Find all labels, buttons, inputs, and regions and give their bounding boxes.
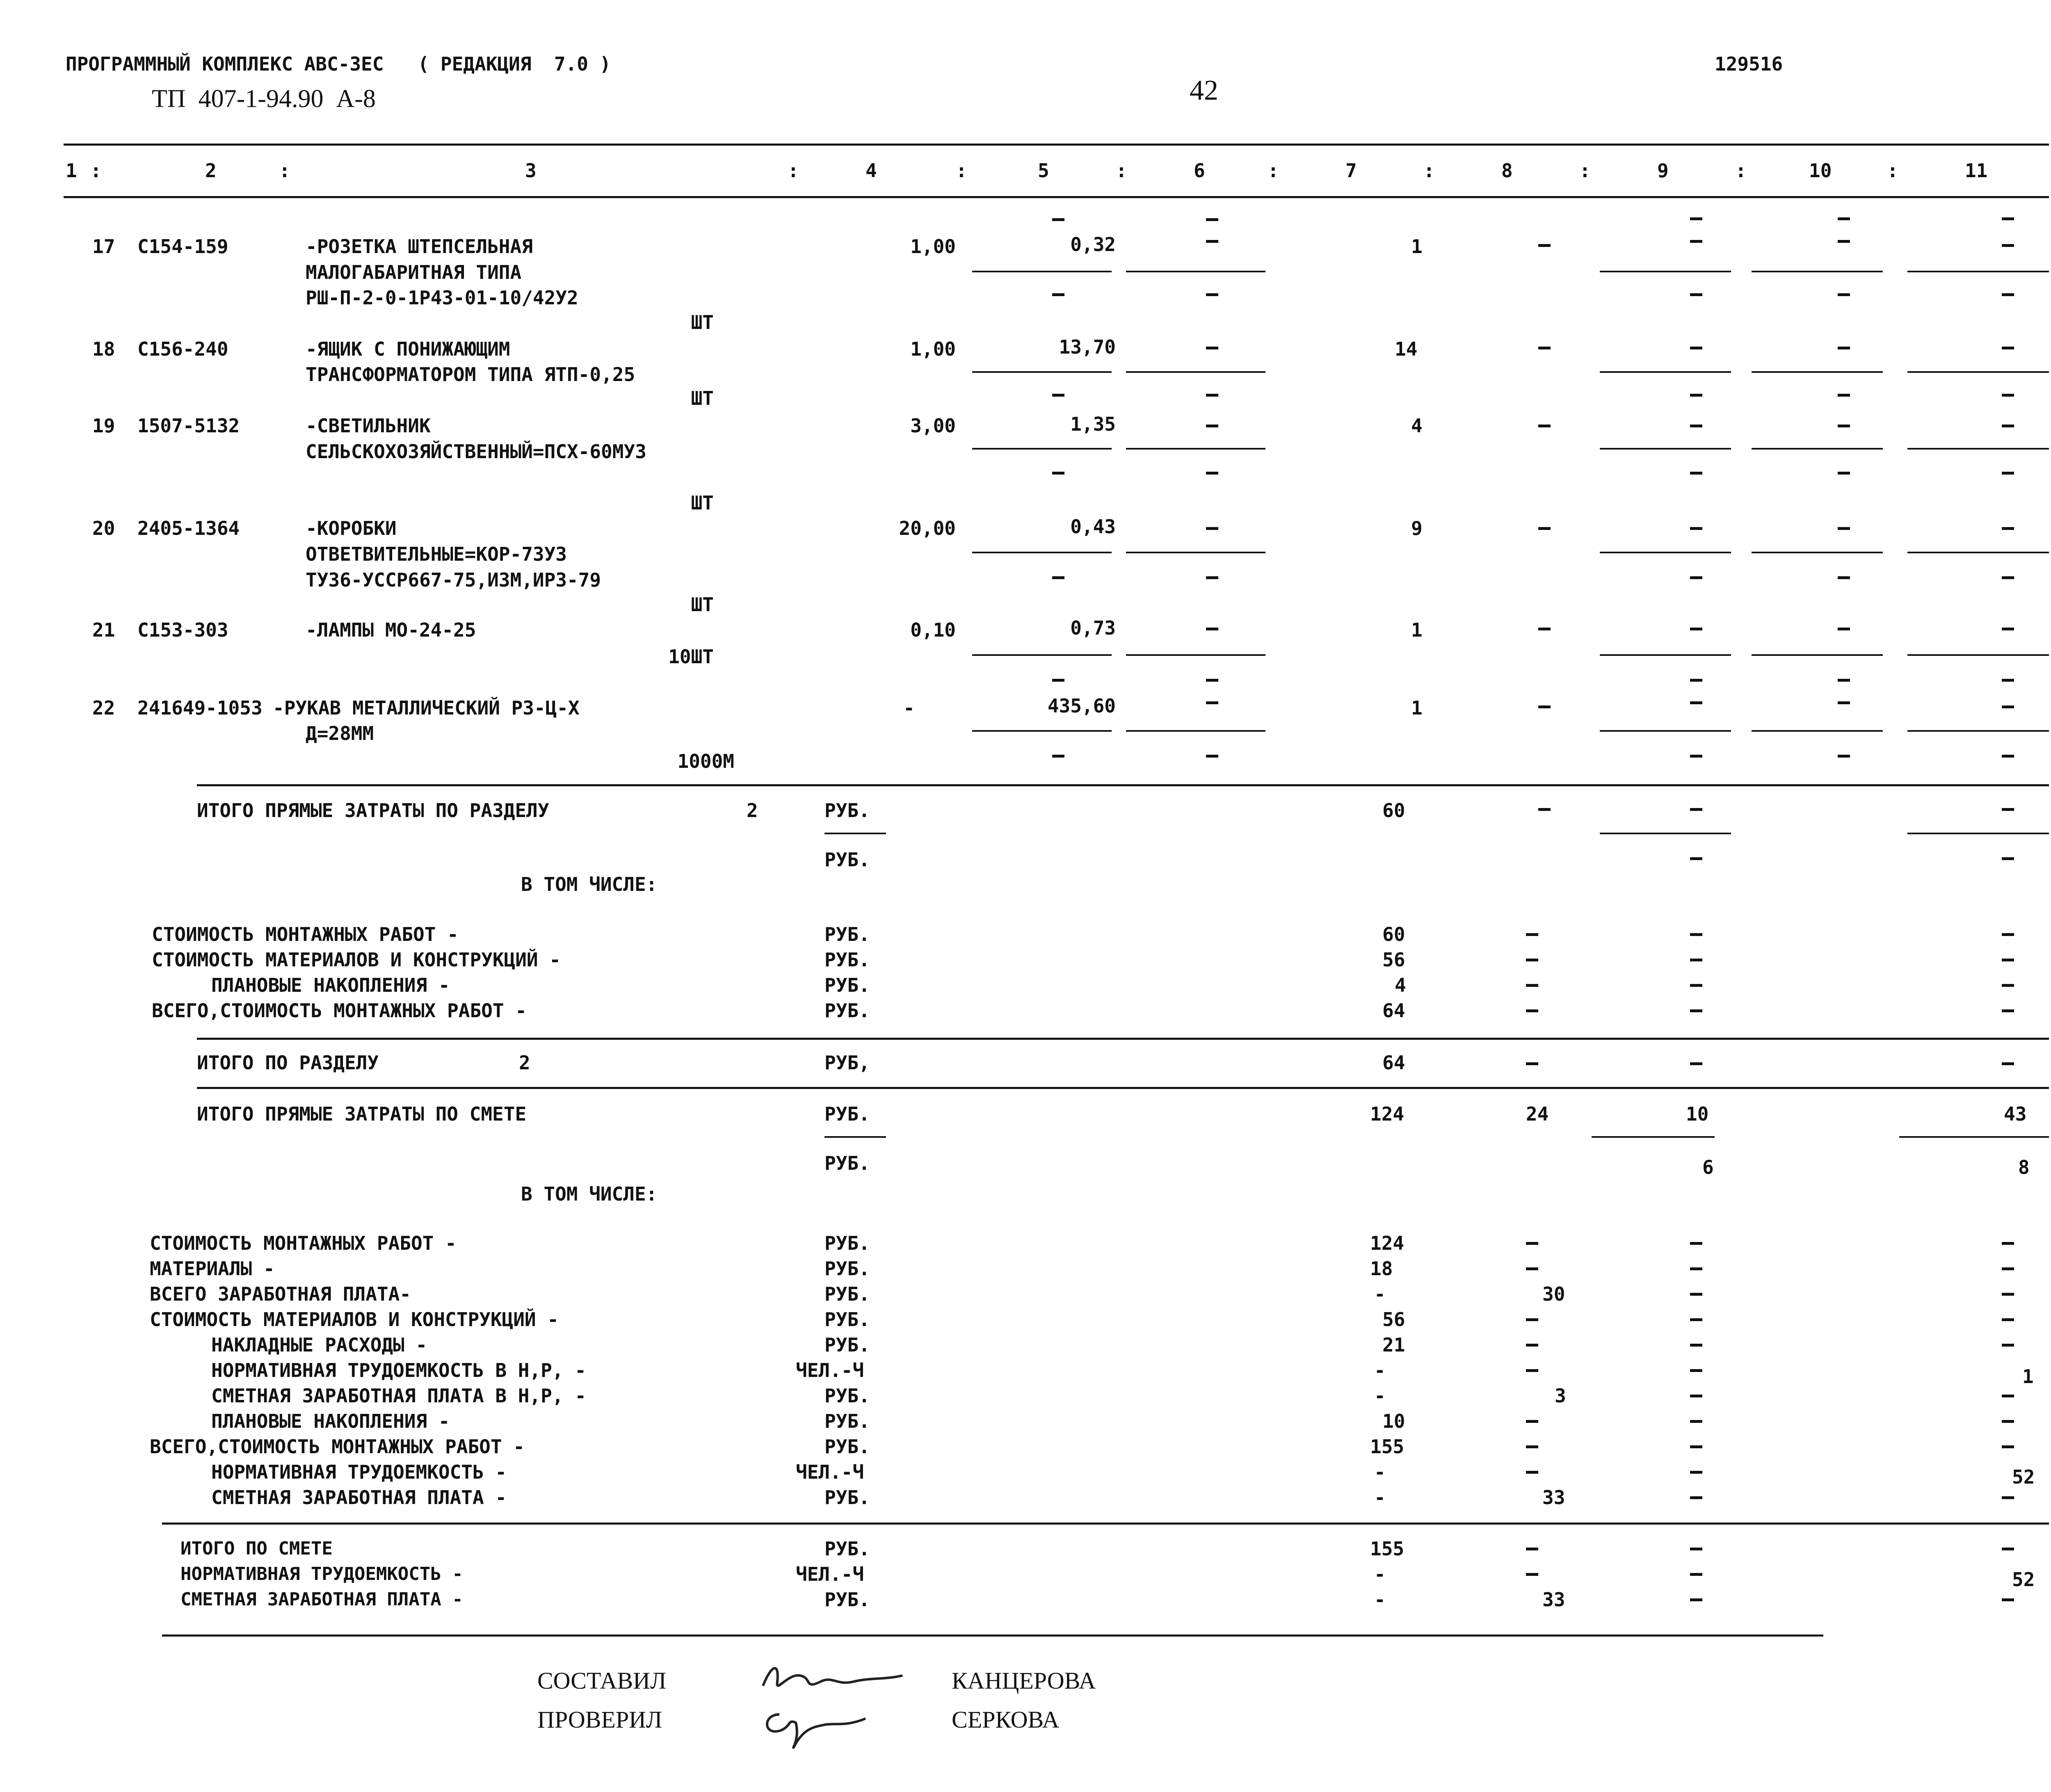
breakdown-unit: РУБ. <box>825 1232 870 1254</box>
row-number: 20 <box>92 517 115 539</box>
section-direct-unit: РУБ. <box>825 799 870 822</box>
breakdown-unit: РУБ. <box>825 1410 870 1432</box>
row-code: С156-240 <box>137 338 228 360</box>
estimate-direct-c11: 43 <box>2004 1103 2027 1125</box>
breakdown-c7: - <box>1374 1283 1386 1305</box>
breakdown-unit: РУБ. <box>825 1283 870 1305</box>
breakdown-unit: РУБ. <box>825 1334 870 1356</box>
breakdown-unit: РУБ. <box>825 1385 870 1407</box>
row-unit: ШТ <box>691 311 714 333</box>
estimate-direct-c8: 24 <box>1526 1103 1549 1125</box>
row-desc: -РУКАВ МЕТАЛЛИЧЕСКИЙ РЗ-Ц-Х <box>273 697 580 719</box>
breakdown-c7: 155 <box>1370 1436 1405 1458</box>
section-total-label: ИТОГО ПО РАЗДЕЛУ <box>197 1052 379 1074</box>
estimate-rule <box>197 1087 2049 1089</box>
row-code: С153-303 <box>137 619 228 641</box>
col-head: 6 <box>1194 160 1205 182</box>
row-qty: 3,00 <box>910 415 956 437</box>
section-including: В ТОМ ЧИСЛЕ: <box>521 873 658 895</box>
breakdown-c7: 124 <box>1370 1232 1405 1254</box>
breakdown-label: СМЕТНАЯ ЗАРАБОТНАЯ ПЛАТА В Н,Р, - <box>211 1385 586 1407</box>
row-total: 1 <box>1411 619 1423 641</box>
row-code: 1507-5132 <box>137 415 240 437</box>
row-price: 0,43 <box>1070 516 1116 538</box>
section-direct-value: 60 <box>1382 799 1405 822</box>
col-head: 8 <box>1501 160 1513 182</box>
breakdown-c7: 10 <box>1382 1410 1405 1432</box>
doc-number: 129516 <box>1715 53 1783 75</box>
breakdown-c7: - <box>1374 1486 1386 1509</box>
col-head: 1 <box>66 160 77 182</box>
row-unit: ШТ <box>691 387 714 409</box>
breakdown-label: СТОИМОСТЬ МАТЕРИАЛОВ И КОНСТРУКЦИЙ - <box>152 949 561 971</box>
estimate-direct-label: ИТОГО ПРЯМЫЕ ЗАТРАТЫ ПО СМЕТЕ <box>197 1103 527 1125</box>
col-head: 10 <box>1809 160 1832 182</box>
col-head: 3 <box>525 160 537 182</box>
estimate-including: В ТОМ ЧИСЛЕ: <box>521 1183 658 1205</box>
col-head: 4 <box>866 160 877 182</box>
final-unit: РУБ. <box>825 1589 870 1611</box>
row-price: 0,32 <box>1070 233 1116 256</box>
breakdown-label: ВСЕГО ЗАРАБОТНАЯ ПЛАТА- <box>150 1283 411 1305</box>
row-qty: 1,00 <box>910 235 956 258</box>
row-desc: -ЯЩИК С ПОНИЖАЮЩИМ <box>306 338 510 360</box>
breakdown-label: СТОИМОСТЬ МАТЕРИАЛОВ И КОНСТРУКЦИЙ - <box>150 1308 559 1331</box>
breakdown-label: НОРМАТИВНАЯ ТРУДОЕМКОСТЬ В Н,Р, - <box>211 1359 586 1381</box>
row-desc: -РОЗЕТКА ШТЕПСЕЛЬНАЯ <box>306 235 533 258</box>
final-label: ИТОГО ПО СМЕТЕ <box>180 1538 333 1559</box>
row-desc: -СВЕТИЛЬНИК <box>306 415 431 437</box>
row-qty: 0,10 <box>910 619 956 641</box>
row-desc: ОТВЕТВИТЕЛЬНЫЕ=КОР-73У3 <box>306 543 567 565</box>
section-number: 2 <box>747 799 758 822</box>
estimate-sub-unit: РУБ. <box>825 1152 870 1174</box>
program-title: ПРОГРАММНЫЙ КОМПЛЕКС АВС-3ЕС ( РЕДАКЦИЯ 7.0 ) <box>66 53 611 75</box>
row-qty: - <box>903 697 915 719</box>
row-desc: Д=28ММ <box>306 722 374 744</box>
section-total-rule <box>197 1038 2049 1040</box>
page-number: 42 <box>1190 75 1218 106</box>
breakdown-label: ПЛАНОВЫЕ НАКОПЛЕНИЯ - <box>211 1410 450 1432</box>
row-code: 2405-1364 <box>137 517 240 539</box>
row-desc: ТРАНСФОРМАТОРОМ ТИПА ЯТП-0,25 <box>306 363 635 386</box>
bottom-rule <box>162 1634 1823 1637</box>
row-number: 21 <box>92 619 115 641</box>
section-rule <box>197 784 2049 786</box>
final-rule <box>162 1523 2049 1525</box>
row-unit: 10ШТ <box>668 646 714 668</box>
breakdown-c8: 33 <box>1542 1486 1565 1509</box>
row-desc: СЕЛЬСКОХОЗЯЙСТВЕННЫЙ=ПСХ-60МУ3 <box>306 441 646 463</box>
col-head: 5 <box>1038 160 1049 182</box>
breakdown-unit: РУБ. <box>825 923 870 945</box>
breakdown-unit: ЧЕЛ.-Ч <box>796 1359 864 1381</box>
signature-kantserova <box>755 1657 911 1702</box>
col-head: 9 <box>1657 160 1669 182</box>
breakdown-unit: ЧЕЛ.-Ч <box>796 1461 864 1483</box>
breakdown-unit: РУБ. <box>825 1486 870 1509</box>
breakdown-value: 56 <box>1382 949 1405 971</box>
signature-serkova <box>755 1702 894 1751</box>
row-code: 241649-1053 <box>137 697 263 719</box>
final-c7: - <box>1374 1589 1386 1611</box>
row-code: С154-159 <box>137 235 228 258</box>
header-rule-bottom <box>64 196 2049 198</box>
breakdown-unit: РУБ. <box>825 1000 870 1022</box>
breakdown-c7: - <box>1374 1461 1386 1483</box>
breakdown-label: СМЕТНАЯ ЗАРАБОТНАЯ ПЛАТА - <box>211 1486 507 1509</box>
section-total-number: 2 <box>519 1052 530 1074</box>
final-c7: - <box>1374 1563 1386 1585</box>
breakdown-c7: - <box>1374 1359 1386 1381</box>
row-total: 14 <box>1395 338 1418 360</box>
breakdown-label: ВСЕГО,СТОИМОСТЬ МОНТАЖНЫХ РАБОТ - <box>150 1436 525 1458</box>
row-desc: РШ-П-2-0-1Р43-01-10/42У2 <box>306 287 578 309</box>
final-unit: ЧЕЛ.-Ч <box>796 1563 864 1585</box>
row-price: 0,73 <box>1070 617 1116 639</box>
row-number: 18 <box>92 338 115 360</box>
project-code: ТП 407-1-94.90 А-8 <box>152 85 376 113</box>
row-unit: ШТ <box>691 594 714 616</box>
row-unit: ШТ <box>691 492 714 514</box>
breakdown-value: 64 <box>1382 1000 1405 1022</box>
section-direct-label: ИТОГО ПРЯМЫЕ ЗАТРАТЫ ПО РАЗДЕЛУ <box>197 799 549 822</box>
breakdown-label: НАКЛАДНЫЕ РАСХОДЫ - <box>211 1334 427 1356</box>
breakdown-unit: РУБ. <box>825 1258 870 1280</box>
row-number: 17 <box>92 235 115 258</box>
estimate-sub-c11: 8 <box>2018 1156 2030 1178</box>
row-total: 1 <box>1411 697 1423 719</box>
estimate-direct-c7: 124 <box>1370 1103 1405 1125</box>
col-head: 7 <box>1345 160 1357 182</box>
row-unit: 1000М <box>677 750 734 772</box>
breakdown-c7: 21 <box>1382 1334 1405 1356</box>
row-total: 4 <box>1411 415 1423 437</box>
breakdown-label: СТОИМОСТЬ МОНТАЖНЫХ РАБОТ - <box>152 923 459 945</box>
col-head: 2 <box>205 160 217 182</box>
breakdown-label: СТОИМОСТЬ МОНТАЖНЫХ РАБОТ - <box>150 1232 457 1254</box>
checked-name: СЕРКОВА <box>952 1706 1060 1733</box>
breakdown-unit: РУБ. <box>825 974 870 996</box>
checked-label: ПРОВЕРИЛ <box>537 1706 662 1733</box>
breakdown-label: ВСЕГО,СТОИМОСТЬ МОНТАЖНЫХ РАБОТ - <box>152 1000 527 1022</box>
composed-name: КАНЦЕРОВА <box>952 1667 1096 1694</box>
final-c11: 52 <box>2012 1568 2035 1591</box>
row-qty: 20,00 <box>899 517 956 539</box>
breakdown-c11: 1 <box>2022 1365 2034 1388</box>
breakdown-unit: РУБ. <box>825 949 870 971</box>
section-sub-unit: РУБ. <box>825 849 870 871</box>
col-head: 11 <box>1965 160 1988 182</box>
breakdown-unit: РУБ. <box>825 1308 870 1331</box>
breakdown-unit: РУБ. <box>825 1436 870 1458</box>
section-total-unit: РУБ, <box>825 1052 870 1074</box>
breakdown-value: 4 <box>1395 974 1406 996</box>
row-total: 9 <box>1411 517 1423 539</box>
breakdown-label: ПЛАНОВЫЕ НАКОПЛЕНИЯ - <box>211 974 450 996</box>
breakdown-label: МАТЕРИАЛЫ - <box>150 1258 275 1280</box>
estimate-direct-unit: РУБ. <box>825 1103 870 1125</box>
row-price: 13,70 <box>1059 336 1116 358</box>
row-price: 1,35 <box>1070 413 1116 435</box>
header-rule-top <box>64 144 2049 146</box>
breakdown-c7: - <box>1374 1385 1386 1407</box>
final-unit: РУБ. <box>825 1538 870 1560</box>
breakdown-c7: 56 <box>1382 1308 1405 1331</box>
row-price: 435,60 <box>1047 695 1116 717</box>
row-number: 22 <box>92 697 115 719</box>
row-total: 1 <box>1411 235 1423 258</box>
estimate-direct-c9: 10 <box>1686 1103 1709 1125</box>
breakdown-c11: 52 <box>2012 1466 2035 1488</box>
estimate-sub-c9: 6 <box>1702 1156 1714 1178</box>
composed-label: СОСТАВИЛ <box>537 1667 667 1694</box>
row-qty: 1,00 <box>910 338 956 360</box>
breakdown-c7: 18 <box>1370 1258 1393 1280</box>
row-desc: -КОРОБКИ <box>306 517 397 539</box>
final-label: СМЕТНАЯ ЗАРАБОТНАЯ ПЛАТА - <box>180 1589 463 1610</box>
row-desc: МАЛОГАБАРИТНАЯ ТИПА <box>306 261 522 283</box>
breakdown-label: НОРМАТИВНАЯ ТРУДОЕМКОСТЬ - <box>211 1461 507 1483</box>
breakdown-c8: 3 <box>1555 1385 1566 1407</box>
breakdown-c8: 30 <box>1542 1283 1565 1305</box>
breakdown-value: 60 <box>1382 923 1405 945</box>
final-c7: 155 <box>1370 1538 1405 1560</box>
section-total-value: 64 <box>1382 1052 1405 1074</box>
row-desc: -ЛАМПЫ МО-24-25 <box>306 619 476 641</box>
final-label: НОРМАТИВНАЯ ТРУДОЕМКОСТЬ - <box>180 1564 463 1584</box>
row-desc: ТУ36-УССР667-75,ИЗМ,ИРЗ-79 <box>306 569 601 591</box>
row-number: 19 <box>92 415 115 437</box>
final-c8: 33 <box>1542 1589 1565 1611</box>
